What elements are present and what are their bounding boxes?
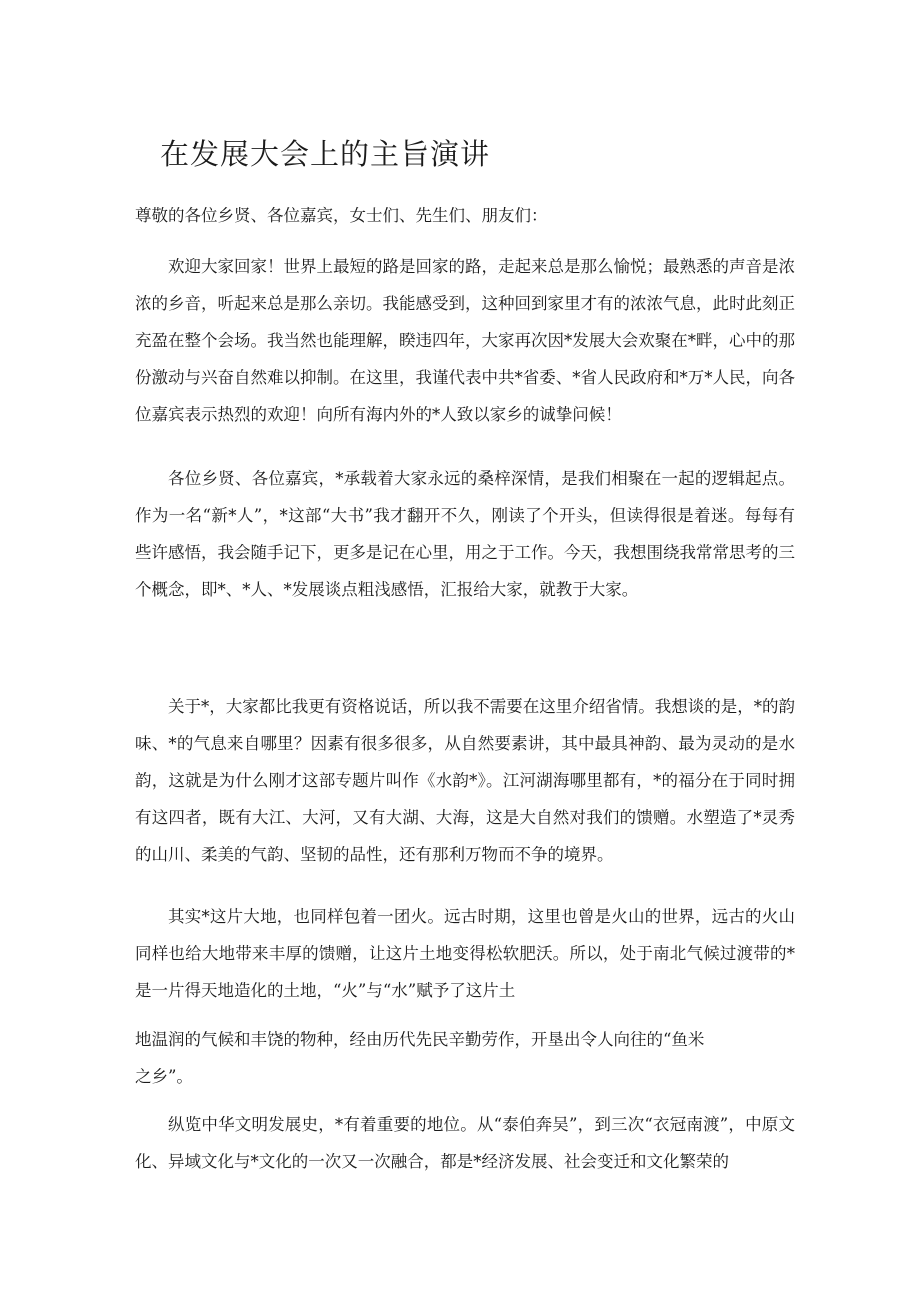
continuation-line: 地温润的气候和丰饶的物种，经由历代先民辛勤劳作，开垦出令人向往的“鱼米 bbox=[135, 1030, 705, 1049]
salutation: 尊敬的各位乡贤、各位嘉宾，女士们、先生们、朋友们： bbox=[135, 206, 548, 225]
continuation-line: 之乡”。 bbox=[135, 1067, 193, 1086]
paragraph-welcome: 欢迎大家回家！世界上最短的路是回家的路，走起来总是那么愉悦；最熟悉的声音是浓浓的乡音，听起来总是那么亲切。我能感受到，这种回到家里才有的浓浓气息，此时此刻正充盈在整个会场。我当然也能理解，睽违四年，大家再次因*发展大会欢聚在*畔，心中的那份激动与兴奋自然难以抑制。在这里，我谨代表中共*省委、*省人民政府和*万*人民，向各位嘉宾表示热烈的欢迎！向所有海内外的*人致以家乡的诚挚问候！ bbox=[135, 257, 795, 424]
paragraph-land: 其实*这片大地，也同样包着一团火。远古时期，这里也曾是火山的世界，远古的火山同样也给大地带来丰厚的馈赠，让这片土地变得松软肥沃。所以，处于南北气候过渡带的*是一片得天地造化的土地，“火”与“水”赋予了这片土 bbox=[135, 907, 795, 1000]
paragraph-about: 关于*，大家都比我更有资格说话，所以我不需要在这里介绍省情。我想谈的是，*的韵味、*的气息来自哪里？因素有很多很多，从自然要素讲，其中最具神韵、最为灵动的是水韵，这就是为什么刚才这部专题片叫作《水韵*》。江河湖海哪里都有，*的福分在于同时拥有这四者，既有大江、大河，又有大湖、大海，这是大自然对我们的馈赠。水塑造了*灵秀的山川、柔美的气韵、坚韧的品性，还有那利万物而不争的境界。 bbox=[135, 697, 795, 864]
paragraph-guests: 各位乡贤、各位嘉宾，*承载着大家永远的桑梓深情，是我们相聚在一起的逻辑起点。作为一名“新*人”，*这部“大书”我才翻开不久，刚读了个开头，但读得很是着迷。每每有些许感悟，我会随手记下，更多是记在心里，用之于工作。今天，我想围绕我常常思考的三个概念，即*、*人、*发展谈点粗浅感悟，汇报给大家，就教于大家。 bbox=[135, 469, 795, 599]
document-title: 在发展大会上的主旨演讲 bbox=[160, 137, 491, 171]
paragraph-history: 纵览中华文明发展史，*有着重要的地位。从“泰伯奔吴”，到三次“衣冠南渡”，中原文化、异域文化与*文化的一次又一次融合，都是*经济发展、社会变迁和文化繁荣的 bbox=[135, 1115, 795, 1171]
